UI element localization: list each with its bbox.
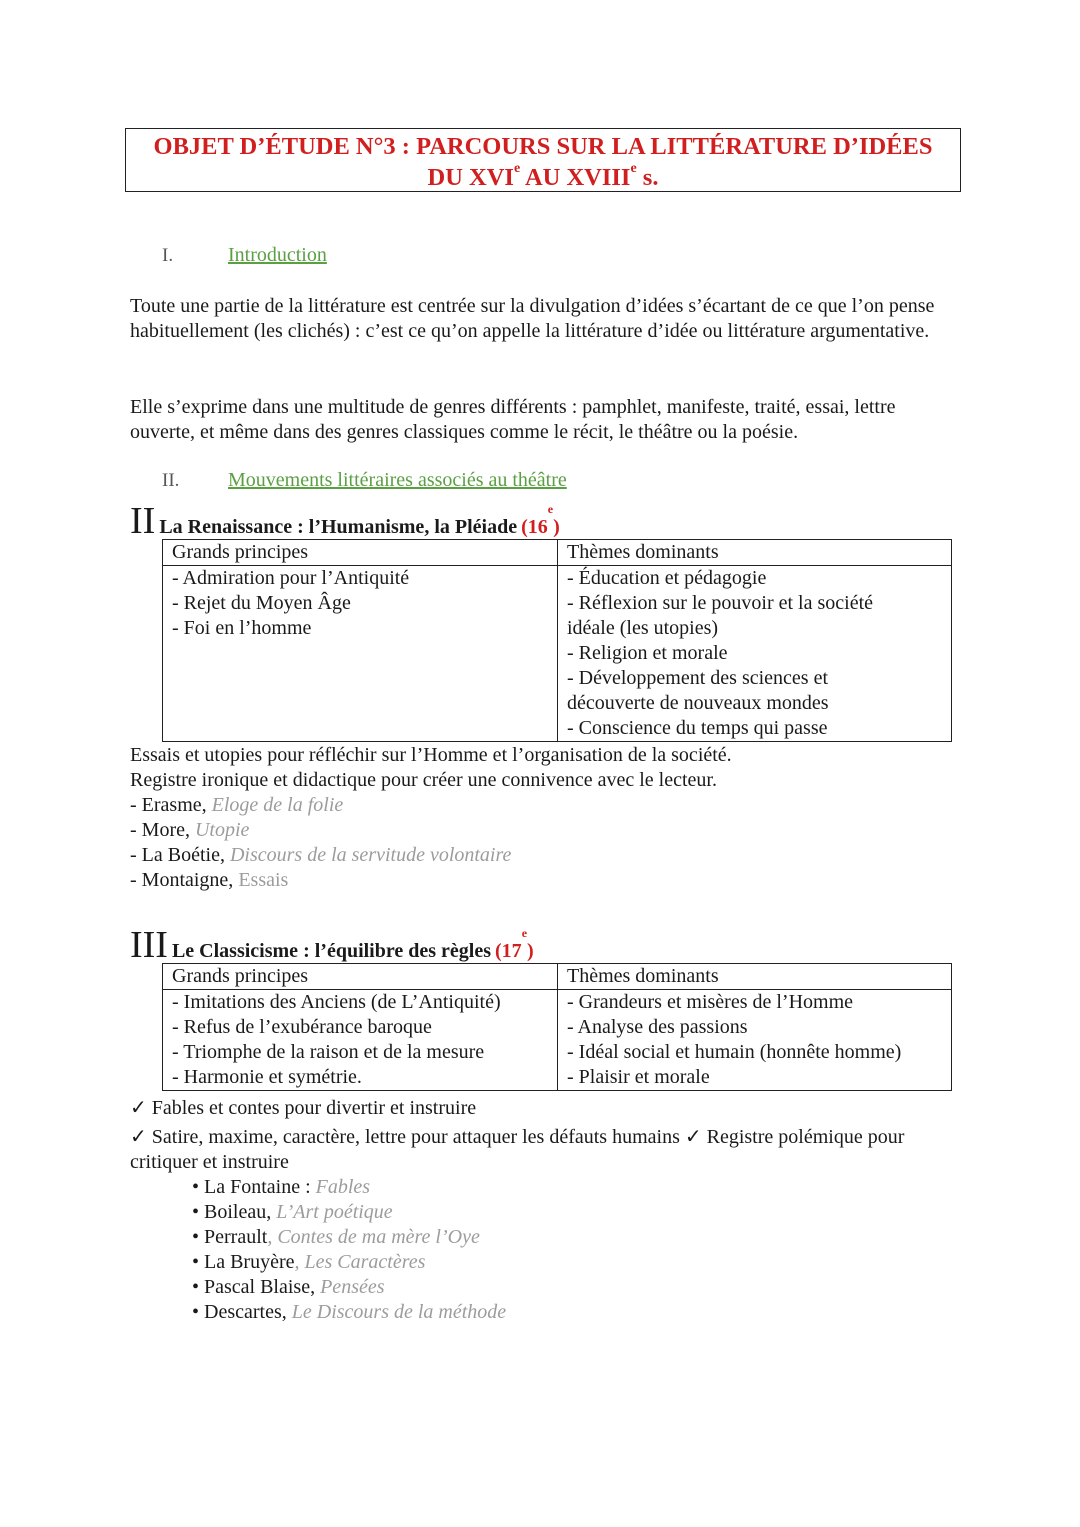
century-sup: e bbox=[547, 502, 554, 516]
work-title: Pensées bbox=[320, 1276, 385, 1298]
list-item: - Grandeurs et misères de l’Homme bbox=[567, 991, 854, 1013]
summary-line: Registre ironique et didactique pour créer une connivence avec le lecteur. bbox=[130, 769, 717, 791]
table-header-principles: Grands principes bbox=[163, 540, 558, 566]
work-author: - Erasme, bbox=[130, 794, 212, 816]
section-number-2: II. bbox=[162, 470, 180, 491]
principles-cell bbox=[163, 990, 558, 1091]
work-title: Essais bbox=[238, 869, 289, 891]
work-item bbox=[192, 1275, 506, 1300]
work-title: Fables bbox=[315, 1176, 371, 1198]
classicisme-century bbox=[495, 926, 534, 962]
list-item: - Développement des sciences et découverte de nouveaux mondes bbox=[567, 667, 829, 714]
century-text: ) bbox=[527, 940, 534, 962]
intro-paragraph-2: Elle s’exprime dans une multitude de genres différents : pamphlet, manifeste, traité, essai, lettre ouverte, et même dans des genres classiques comme le récit, le théâtre ou la poésie. bbox=[130, 396, 896, 443]
section-heading-mouvements[interactable]: Mouvements littéraires associés au théâtre bbox=[228, 469, 567, 491]
work-author: - Montaigne, bbox=[130, 869, 239, 891]
document-title-box bbox=[125, 128, 961, 192]
title-part: AU XVIII bbox=[520, 164, 631, 191]
renaissance-heading bbox=[130, 502, 560, 540]
work-author: • Perrault bbox=[192, 1226, 268, 1248]
work-title: Contes de ma mère l’Oye bbox=[277, 1226, 480, 1248]
renaissance-roman-numeral: II bbox=[130, 500, 156, 542]
work-author: - La Boétie, bbox=[130, 844, 230, 866]
themes-cell bbox=[558, 566, 952, 742]
table-header-themes: Thèmes dominants bbox=[558, 964, 952, 990]
list-item: - Plaisir et morale bbox=[567, 1066, 710, 1088]
work-item bbox=[192, 1250, 506, 1275]
work-item bbox=[130, 793, 732, 818]
renaissance-title: La Renaissance : l’Humanisme, la Pléiade bbox=[159, 516, 518, 538]
list-item: - Conscience du temps qui passe bbox=[567, 717, 828, 739]
work-title: Discours de la servitude volontaire bbox=[229, 844, 512, 866]
table-header-principles: Grands principes bbox=[163, 964, 558, 990]
document-title-line2 bbox=[126, 162, 960, 193]
century-text: (16 bbox=[521, 516, 548, 538]
work-item bbox=[192, 1175, 506, 1200]
work-item bbox=[130, 843, 732, 868]
list-item: - Foi en l’homme bbox=[172, 617, 312, 639]
list-item: - Admiration pour l’Antiquité bbox=[172, 567, 410, 589]
themes-cell bbox=[558, 990, 952, 1091]
intro-paragraph-1: Toute une partie de la littérature est centrée sur la divulgation d’idées s’écartant de ce que l’on pense habituellement (les clichés) : c’est ce qu’on appelle la littérature d’idée ou littérature argumentative. bbox=[130, 295, 935, 342]
list-item: - Imitations des Anciens (de L’Antiquité) bbox=[172, 991, 501, 1013]
work-author: • La Bruyère bbox=[192, 1251, 295, 1273]
list-item: - Analyse des passions bbox=[567, 1016, 748, 1038]
title-sup: e bbox=[513, 161, 521, 176]
list-item: - Harmonie et symétrie. bbox=[172, 1066, 362, 1088]
classicisme-roman-numeral: III bbox=[130, 924, 168, 966]
renaissance-summary bbox=[130, 743, 732, 893]
work-item bbox=[130, 868, 732, 893]
work-title: Le Discours de la méthode bbox=[291, 1301, 507, 1323]
list-item: - Réflexion sur le pouvoir et la société idéale (les utopies) bbox=[567, 592, 874, 639]
title-part: DU XVI bbox=[427, 164, 514, 191]
work-title: Eloge de la folie bbox=[211, 794, 344, 816]
work-author: • Descartes, bbox=[192, 1301, 292, 1323]
summary-line: Essais et utopies pour réfléchir sur l’Homme et l’organisation de la société. bbox=[130, 744, 732, 766]
century-text: (17 bbox=[495, 940, 522, 962]
classicisme-heading bbox=[130, 926, 534, 964]
table-row bbox=[163, 566, 952, 742]
list-item: - Rejet du Moyen Âge bbox=[172, 592, 351, 614]
work-item bbox=[192, 1300, 506, 1325]
work-author: • Pascal Blaise, bbox=[192, 1276, 321, 1298]
classicisme-check-2: ✓ Satire, maxime, caractère, lettre pour attaquer les défauts humains ✓ Registre polémique pour critiquer et instruire bbox=[130, 1126, 905, 1173]
century-text: ) bbox=[553, 516, 560, 538]
classicisme-title: Le Classicisme : l’équilibre des règles bbox=[171, 940, 492, 962]
work-item bbox=[192, 1200, 506, 1225]
section-number-1: I. bbox=[162, 245, 174, 266]
work-separator: , bbox=[267, 1226, 278, 1248]
work-separator: , bbox=[294, 1251, 305, 1273]
title-sup: e bbox=[630, 161, 637, 176]
title-part: s. bbox=[636, 164, 659, 191]
work-item bbox=[130, 818, 732, 843]
principles-cell bbox=[163, 566, 558, 742]
work-author: • Boileau, bbox=[192, 1201, 277, 1223]
table-header-themes: Thèmes dominants bbox=[558, 540, 952, 566]
work-author: • La Fontaine : bbox=[192, 1176, 316, 1198]
document-title-line1: OBJET D’ÉTUDE N°3 : PARCOURS SUR LA LITTÉRATURE D’IDÉES bbox=[153, 133, 933, 160]
table-header-row bbox=[163, 964, 952, 990]
renaissance-table bbox=[162, 539, 952, 742]
list-item: - Triomphe de la raison et de la mesure bbox=[172, 1041, 485, 1063]
list-item: - Idéal social et humain (honnête homme) bbox=[567, 1041, 902, 1063]
work-title: L’Art poétique bbox=[276, 1201, 393, 1223]
classicisme-works-list bbox=[192, 1175, 506, 1325]
list-item: - Religion et morale bbox=[567, 642, 728, 664]
classicisme-table bbox=[162, 963, 952, 1091]
section-heading-introduction[interactable]: Introduction bbox=[228, 244, 327, 266]
renaissance-century bbox=[521, 502, 560, 538]
classicisme-check-1: ✓ Fables et contes pour divertir et instruire bbox=[130, 1097, 477, 1119]
work-author: - More, bbox=[130, 819, 195, 841]
work-title: Utopie bbox=[194, 819, 250, 841]
century-sup: e bbox=[521, 926, 528, 940]
work-title: Les Caractères bbox=[304, 1251, 426, 1273]
list-item: - Éducation et pédagogie bbox=[567, 567, 767, 589]
table-row bbox=[163, 990, 952, 1091]
work-item bbox=[192, 1225, 506, 1250]
list-item: - Refus de l’exubérance baroque bbox=[172, 1016, 432, 1038]
table-header-row bbox=[163, 540, 952, 566]
